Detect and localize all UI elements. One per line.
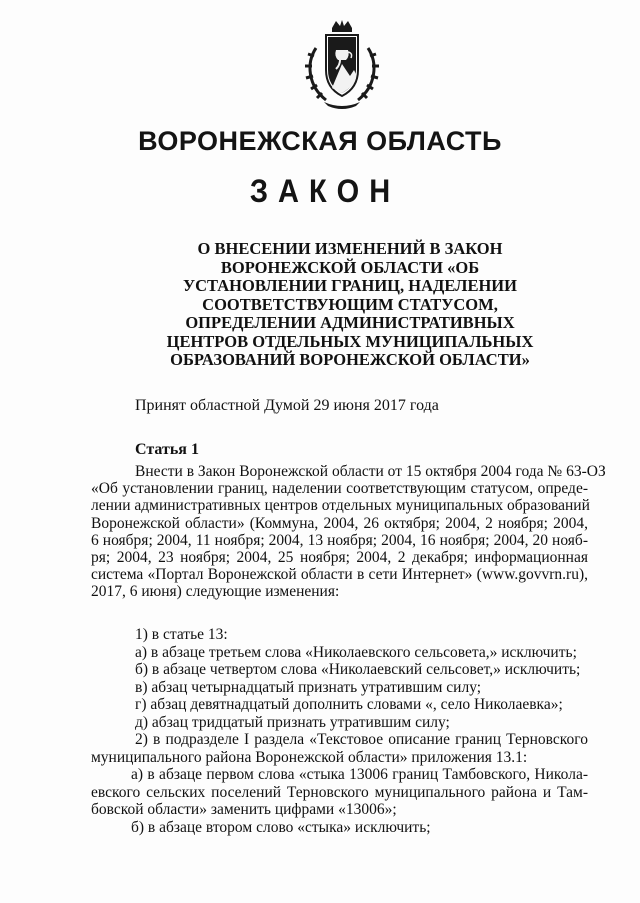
list-item: в) абзац четырнадцатый признать утратившим силу; bbox=[135, 678, 482, 696]
adoption-date: Принят областной Думой 29 июня 2017 года bbox=[135, 397, 439, 414]
article-intro-line: система «Портал Воронежской области в сети Интернет» (www.govvrn.ru), bbox=[91, 566, 588, 584]
law-title-line: О ВНЕСЕНИИ ИЗМЕНЕНИЙ В ЗАКОН bbox=[197, 239, 503, 258]
list-item: г) абзац девятнадцатый дополнить словами «, село Николаевка»; bbox=[135, 696, 563, 713]
article-intro bbox=[91, 463, 606, 601]
article-intro-line: ря; 2004, 23 ноября; 2004, 25 ноября; 2004, 2 декабря; информационная bbox=[91, 548, 588, 566]
article-intro-line: «Об установлении границ, наделении соответствующим статусом, опреде- bbox=[91, 480, 588, 498]
list-item: а) в абзаце первом слова «стыка 13006 границ Тамбовского, Никола- bbox=[131, 766, 588, 783]
list-item: б) в абзаце втором слово «стыка» исключить; bbox=[131, 818, 431, 836]
list-item: муниципального района Воронежской области» приложения 13.1: bbox=[91, 748, 528, 766]
law-title-line: ОПРЕДЕЛЕНИИ АДМИНИСТРАТИВНЫХ bbox=[185, 313, 515, 332]
amendments-list bbox=[91, 626, 588, 836]
list-item: д) абзац тридцатый признать утратившим силу; bbox=[135, 713, 450, 731]
law-title-line: УСТАНОВЛЕНИИ ГРАНИЦ, НАДЕЛЕНИИ bbox=[183, 276, 517, 295]
article-heading: Статья 1 bbox=[135, 441, 199, 458]
region-name: ВОРОНЕЖСКАЯ ОБЛАСТЬ bbox=[138, 126, 502, 156]
law-title-line: ОБРАЗОВАНИЙ ВОРОНЕЖСКОЙ ОБЛАСТИ» bbox=[170, 350, 530, 369]
article-intro-line: Внести в Закон Воронежской области от 15 октября 2004 года № 63-ОЗ bbox=[135, 463, 606, 480]
list-item: б) в абзаце четвертом слова «Николаевский сельсовет,» исключить; bbox=[135, 661, 581, 678]
list-item: 1) в статье 13: bbox=[135, 626, 228, 643]
law-title-line: СООТВЕТСТВУЮЩИМ СТАТУСОМ, bbox=[202, 294, 498, 314]
article-intro-line: лении административных центров отдельных муниципальных образований bbox=[91, 497, 590, 515]
coat-of-arms-icon bbox=[296, 18, 388, 110]
list-item: евского сельских поселений Терновского муниципального района и Там- bbox=[91, 783, 588, 801]
list-item: бовской области» заменить цифрами «13006»; bbox=[91, 801, 397, 818]
list-item: а) в абзаце третьем слова «Николаевского сельсовета,» исключить; bbox=[135, 643, 577, 661]
document-type: ЗАКОН bbox=[249, 174, 401, 210]
article-intro-line: 2017, 6 июня) следующие изменения: bbox=[91, 583, 340, 601]
list-item: 2) в подразделе I раздела «Текстовое описание границ Терновского bbox=[135, 731, 588, 748]
law-title-line: ВОРОНЕЖСКОЙ ОБЛАСТИ «ОБ bbox=[220, 257, 480, 277]
article-intro-line: Воронежской области» (Коммуна, 2004, 26 октября; 2004, 2 ноября; 2004, bbox=[91, 514, 588, 532]
law-title bbox=[160, 240, 540, 370]
article-intro-line: 6 ноября; 2004, 11 ноября; 2004, 13 ноября; 2004, 16 ноября; 2004, 20 нояб- bbox=[91, 531, 588, 549]
law-title-line: ЦЕНТРОВ ОТДЕЛЬНЫХ МУНИЦИПАЛЬНЫХ bbox=[166, 331, 534, 351]
